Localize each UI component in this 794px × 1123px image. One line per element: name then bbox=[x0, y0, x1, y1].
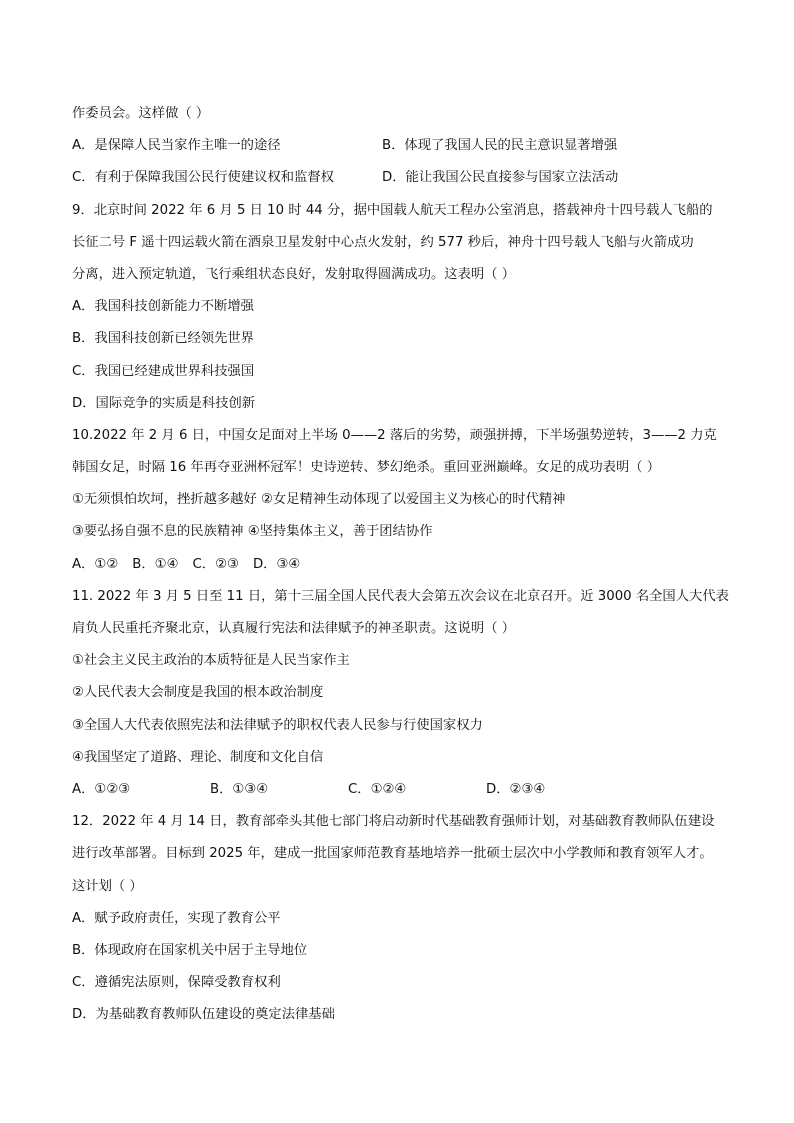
question-stem-line: 韩国女足，时隔 16 年再夺亚洲杯冠军！史诗逆转、梦幻绝杀。重回亚洲巅峰。女足的成功表明（ ） bbox=[72, 460, 661, 476]
statement-line: ③全国人大代表依照宪法和法律赋予的职权代表人民参与行使国家权力 bbox=[72, 717, 483, 733]
question-stem-line: 肩负人民重托齐聚北京，认真履行宪法和法律赋予的神圣职责。这说明（ ） bbox=[72, 621, 516, 636]
exam-page bbox=[72, 98, 732, 1031]
question-stem-line: 10.2022 年 2 月 6 日，中国女足面对上半场 0——2 落后的劣势，顽强拼搏，下半场强势逆转，3——2 力克 bbox=[72, 427, 717, 443]
option-row bbox=[72, 774, 732, 806]
option-b: B．体现政府在国家机关中居于主导地位 bbox=[72, 942, 308, 958]
option-d: D．②③④ bbox=[486, 781, 546, 797]
option-d: D．能让我国公民直接参与国家立法活动 bbox=[382, 170, 619, 186]
question-11 bbox=[72, 581, 732, 806]
statement-line: ①无须惧怕坎坷，挫折越多越好 ②女足精神生动体现了以爱国主义为核心的时代精神 bbox=[72, 492, 566, 508]
option-b: B．体现了我国人民的民主意识显著增强 bbox=[382, 138, 618, 154]
option-d: D．③④ bbox=[252, 556, 301, 572]
option-a: A．①② bbox=[72, 556, 119, 572]
option-b: B．①③④ bbox=[210, 781, 269, 797]
question-stem-line: 长征二号 F 遥十四运载火箭在酒泉卫星发射中心点火发射，约 577 秒后，神舟十四号载人飞船与火箭成功 bbox=[72, 234, 694, 250]
option-a: A．我国科技创新能力不断增强 bbox=[72, 299, 254, 315]
option-row bbox=[72, 549, 732, 581]
option-c: C．有利于保障我国公民行使建议权和监督权 bbox=[72, 170, 334, 186]
question-stem-line: 进行改革部署。目标到 2025 年，建成一批国家师范教育基地培养一批硕士层次中小学教师和教育领军人才。 bbox=[72, 846, 713, 862]
question-stem: 作委员会。这样做（ ） bbox=[72, 106, 210, 121]
question-12 bbox=[72, 806, 732, 1031]
option-d: D．国际竞争的实质是科技创新 bbox=[72, 395, 256, 411]
question-stem-line: 9．北京时间 2022 年 6 月 5 日 10 时 44 分，据中国载人航天工程办公室消息，搭载神舟十四号载人飞船的 bbox=[72, 202, 713, 218]
option-c: C．遵循宪法原则，保障受教育权利 bbox=[72, 975, 281, 991]
statement-line: ④我国坚定了道路、理论、制度和文化自信 bbox=[72, 749, 324, 765]
question-8 bbox=[72, 98, 732, 195]
option-c: C．②③ bbox=[192, 556, 239, 572]
option-a: A．是保障人民当家作主唯一的途径 bbox=[72, 138, 281, 154]
option-d: D．为基础教育教师队伍建设的奠定法律基础 bbox=[72, 1007, 335, 1023]
statement-line: ③要弘扬自强不息的民族精神 ④坚持集体主义，善于团结协作 bbox=[72, 524, 433, 540]
question-stem-line: 11. 2022 年 3 月 5 日至 11 日，第十三届全国人民代表大会第五次会议在北京召开。近 3000 名全国人大代表 bbox=[72, 588, 729, 604]
option-c: C．我国已经建成世界科技强国 bbox=[72, 363, 255, 379]
option-a: A．赋予政府责任，实现了教育公平 bbox=[72, 910, 281, 926]
option-a: A．①②③ bbox=[72, 781, 131, 797]
option-row bbox=[72, 130, 732, 162]
option-row bbox=[72, 162, 732, 194]
option-b: B．①④ bbox=[132, 556, 179, 572]
statement-line: ①社会主义民主政治的本质特征是人民当家作主 bbox=[72, 653, 350, 669]
question-10 bbox=[72, 420, 732, 581]
statement-line: ②人民代表大会制度是我国的根本政治制度 bbox=[72, 685, 324, 701]
question-stem-line: 这计划（ ） bbox=[72, 878, 143, 894]
question-9 bbox=[72, 195, 732, 420]
option-c: C．①②④ bbox=[348, 781, 407, 797]
option-b: B．我国科技创新已经领先世界 bbox=[72, 331, 254, 347]
question-stem-line: 12．2022 年 4 月 14 日，教育部牵头其他七部门将启动新时代基础教育强师计划，对基础教育教师队伍建设 bbox=[72, 814, 715, 830]
question-stem-line: 分离，进入预定轨道，飞行乘组状态良好，发射取得圆满成功。这表明（ ） bbox=[72, 266, 516, 282]
